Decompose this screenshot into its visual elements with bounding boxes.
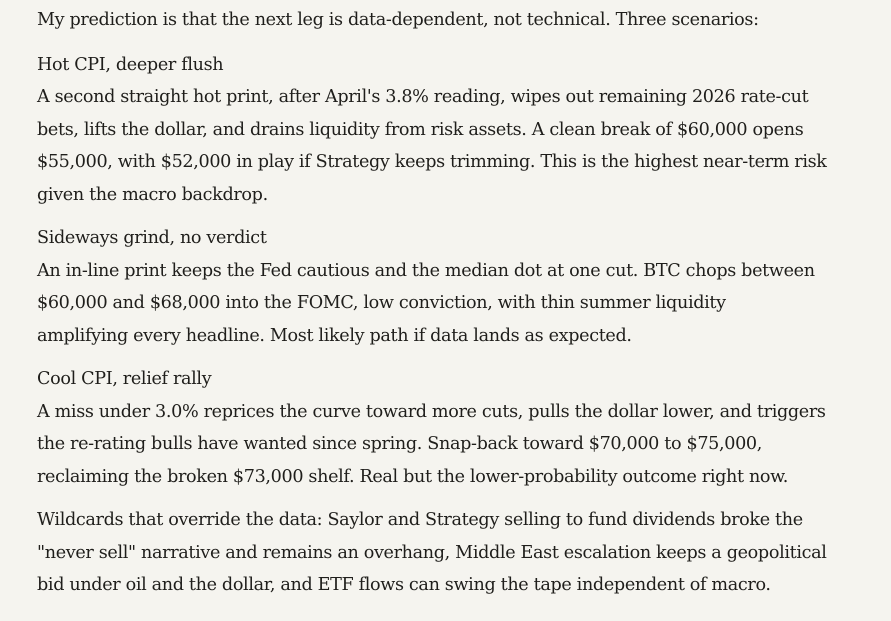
scenario-cool-cpi: [37, 363, 867, 493]
scenario-hot-cpi: [37, 49, 867, 212]
text-line: Wildcards that override the data: Saylor and Strategy selling to fund dividends broke the: [37, 510, 803, 530]
text-line: An in-line print keeps the Fed cautious and the median dot at one cut. BTC chops between: [37, 260, 815, 281]
text-line: A second straight hot print, after April's 3.8% reading, wipes out remaining 2026 rate-cut: [37, 87, 809, 107]
text-line: $55,000, with $52,000 in play if Strategy keeps trimming. This is the highest near-term risk: [37, 152, 827, 172]
text-line: the re-rating bulls have wanted since spring. Snap-back toward $70,000 to $75,000,: [37, 434, 763, 454]
text-line: A miss under 3.0% reprices the curve toward more cuts, pulls the dollar lower, and triggers: [37, 401, 826, 422]
scenario-title: Hot CPI, deeper flush: [37, 54, 224, 75]
text-line: $60,000 and $68,000 into the FOMC, low conviction, with thin summer liquidity: [37, 293, 726, 313]
text-line: reclaiming the broken $73,000 shelf. Real but the lower-probability outcome right now.: [37, 466, 789, 487]
text-line: amplifying every headline. Most likely path if data lands as expected.: [37, 325, 632, 346]
text-line: bets, lifts the dollar, and drains liquidity from risk assets. A clean break of $60,000 opens: [37, 119, 804, 140]
scenario-description: [37, 396, 867, 494]
text-line: bid under oil and the dollar, and ETF flows can swing the tape independent of macro.: [37, 575, 771, 595]
text-line: given the macro backdrop.: [37, 184, 268, 205]
scenario-title: Cool CPI, relief rally: [37, 369, 212, 389]
text-line: "never sell" narrative and remains an overhang, Middle East escalation keeps a geopolitical: [37, 542, 827, 563]
scenario-title: Sideways grind, no verdict: [37, 228, 267, 248]
scenario-description: [37, 255, 867, 353]
wildcards-paragraph: [37, 504, 867, 602]
scenario-description: [37, 81, 867, 211]
intro-paragraph: My prediction is that the next leg is data-dependent, not technical. Three scenarios:: [37, 10, 759, 30]
scenario-sideways: [37, 222, 867, 352]
